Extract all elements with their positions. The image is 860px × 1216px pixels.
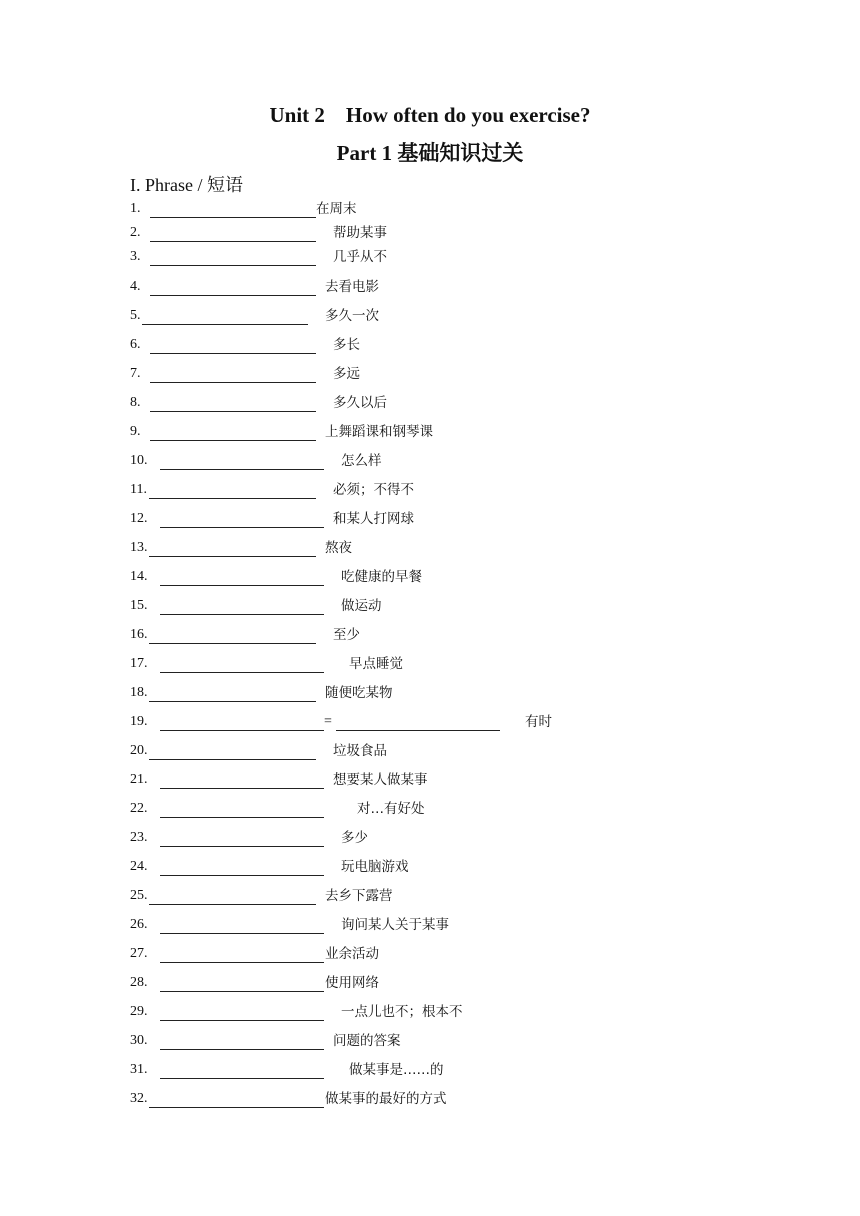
phrase-meaning: 做运动	[341, 598, 382, 614]
item-number: 13.	[130, 540, 148, 555]
unit-title: Unit 2 How often do you exercise?	[269, 103, 591, 127]
item-number: 32.	[130, 1091, 148, 1106]
phrase-item	[130, 626, 360, 644]
part-title: Part 1 基础知识过关	[336, 141, 524, 165]
answer-blank[interactable]	[160, 716, 324, 731]
item-number: 19.	[130, 714, 148, 729]
phrase-item	[130, 771, 428, 789]
answer-blank[interactable]	[160, 600, 324, 615]
phrase-item	[130, 200, 357, 218]
item-number: 31.	[130, 1062, 148, 1077]
answer-blank[interactable]	[149, 484, 316, 499]
phrase-item	[130, 568, 422, 586]
answer-blank[interactable]	[160, 513, 324, 528]
item-number: 11.	[130, 482, 147, 497]
phrase-meaning: 想要某人做某事	[333, 772, 428, 788]
item-number: 25.	[130, 888, 148, 903]
phrase-meaning: 问题的答案	[333, 1033, 401, 1049]
answer-blank[interactable]	[160, 455, 324, 470]
answer-blank[interactable]	[160, 1064, 324, 1079]
item-number: 5.	[130, 308, 141, 323]
phrase-item	[130, 713, 552, 731]
phrase-item	[130, 655, 403, 673]
phrase-item	[130, 394, 387, 412]
item-number: 24.	[130, 859, 148, 874]
phrase-meaning: 帮助某事	[333, 225, 387, 241]
phrase-meaning: 吃健康的早餐	[341, 569, 422, 585]
phrase-meaning: 做某事的最好的方式	[325, 1091, 447, 1107]
answer-blank[interactable]	[160, 803, 324, 818]
phrase-meaning: 和某人打网球	[333, 511, 414, 527]
item-number: 4.	[130, 279, 141, 294]
phrase-item	[130, 1003, 463, 1021]
phrase-item	[130, 858, 409, 876]
answer-blank[interactable]	[142, 310, 308, 325]
answer-blank[interactable]	[149, 542, 316, 557]
phrase-item	[130, 336, 360, 354]
answer-blank[interactable]	[160, 977, 324, 992]
answer-blank[interactable]	[160, 774, 324, 789]
answer-blank[interactable]	[160, 658, 324, 673]
phrase-meaning: 去乡下露营	[325, 888, 393, 904]
answer-blank[interactable]	[160, 861, 324, 876]
phrase-item	[130, 278, 379, 296]
phrase-item	[130, 974, 379, 992]
item-number: 18.	[130, 685, 148, 700]
answer-blank[interactable]	[150, 251, 316, 266]
answer-blank[interactable]	[160, 948, 324, 963]
item-number: 28.	[130, 975, 148, 990]
item-number: 2.	[130, 225, 141, 240]
item-number: 8.	[130, 395, 141, 410]
item-number: 7.	[130, 366, 141, 381]
phrase-meaning: 至少	[333, 627, 360, 643]
item-number: 27.	[130, 946, 148, 961]
item-number: 1.	[130, 201, 141, 216]
phrase-meaning: 几乎从不	[333, 249, 387, 265]
answer-blank[interactable]	[150, 368, 316, 383]
answer-blank[interactable]	[150, 397, 316, 412]
answer-blank[interactable]	[149, 745, 316, 760]
answer-blank[interactable]	[149, 1093, 324, 1108]
item-number: 14.	[130, 569, 148, 584]
answer-blank[interactable]	[149, 687, 316, 702]
phrase-meaning: 有时	[525, 714, 552, 730]
item-number: 3.	[130, 249, 141, 264]
phrase-item	[130, 597, 382, 615]
phrase-meaning: 多久以后	[333, 395, 387, 411]
phrase-item	[130, 307, 379, 325]
phrase-item	[130, 916, 449, 934]
item-number: 29.	[130, 1004, 148, 1019]
phrase-meaning: 做某事是……的	[349, 1062, 444, 1078]
phrase-meaning: 早点睡觉	[349, 656, 403, 672]
phrase-meaning: 多少	[341, 830, 368, 846]
phrase-meaning: 怎么样	[341, 453, 382, 469]
item-number: 6.	[130, 337, 141, 352]
item-number: 10.	[130, 453, 148, 468]
phrase-item	[130, 887, 393, 905]
phrase-item	[130, 1061, 444, 1079]
phrase-item	[130, 829, 368, 847]
phrase-meaning: 使用网络	[325, 975, 379, 991]
item-number: 30.	[130, 1033, 148, 1048]
phrase-meaning: 必须；不得不	[333, 482, 414, 498]
item-number: 12.	[130, 511, 148, 526]
answer-blank[interactable]	[149, 890, 316, 905]
item-number: 9.	[130, 424, 141, 439]
phrase-item	[130, 365, 360, 383]
phrase-meaning: 业余活动	[325, 946, 379, 962]
item-number: 16.	[130, 627, 148, 642]
equals-sign: =	[324, 714, 332, 729]
phrase-meaning: 在周末	[316, 201, 357, 217]
phrase-meaning: 去看电影	[325, 279, 379, 295]
phrase-item	[130, 684, 393, 702]
phrase-item	[130, 1032, 401, 1050]
answer-blank[interactable]	[160, 919, 324, 934]
item-number: 21.	[130, 772, 148, 787]
phrase-item	[130, 742, 387, 760]
answer-blank[interactable]	[336, 716, 500, 731]
answer-blank[interactable]	[160, 832, 324, 847]
item-number: 17.	[130, 656, 148, 671]
phrase-item	[130, 945, 379, 963]
phrase-meaning: 多长	[333, 337, 360, 353]
section-heading: I. Phrase / 短语	[130, 175, 243, 195]
phrase-meaning: 熬夜	[325, 540, 352, 556]
phrase-item	[130, 539, 352, 557]
phrase-meaning: 一点儿也不；根本不	[341, 1004, 463, 1020]
item-number: 20.	[130, 743, 148, 758]
phrase-item	[130, 452, 382, 470]
phrase-meaning: 询问某人关于某事	[341, 917, 449, 933]
answer-blank[interactable]	[160, 571, 324, 586]
phrase-item	[130, 1090, 447, 1108]
phrase-item	[130, 481, 414, 499]
phrase-meaning: 随便吃某物	[325, 685, 393, 701]
phrase-meaning: 对…有好处	[357, 801, 425, 817]
item-number: 23.	[130, 830, 148, 845]
answer-blank[interactable]	[160, 1006, 324, 1021]
phrase-meaning: 垃圾食品	[333, 743, 387, 759]
phrase-item	[130, 423, 433, 441]
answer-blank[interactable]	[150, 203, 316, 218]
phrase-item	[130, 224, 387, 242]
answer-blank[interactable]	[150, 227, 316, 242]
item-number: 15.	[130, 598, 148, 613]
phrase-item	[130, 510, 414, 528]
phrase-meaning: 多久一次	[325, 308, 379, 324]
answer-blank[interactable]	[150, 339, 316, 354]
phrase-item	[130, 248, 387, 266]
phrase-meaning: 多远	[333, 366, 360, 382]
phrase-meaning: 上舞蹈课和钢琴课	[325, 424, 433, 440]
answer-blank[interactable]	[150, 281, 316, 296]
phrase-meaning: 玩电脑游戏	[341, 859, 409, 875]
item-number: 26.	[130, 917, 148, 932]
answer-blank[interactable]	[160, 1035, 324, 1050]
answer-blank[interactable]	[150, 426, 316, 441]
item-number: 22.	[130, 801, 148, 816]
answer-blank[interactable]	[149, 629, 316, 644]
phrase-item	[130, 800, 425, 818]
